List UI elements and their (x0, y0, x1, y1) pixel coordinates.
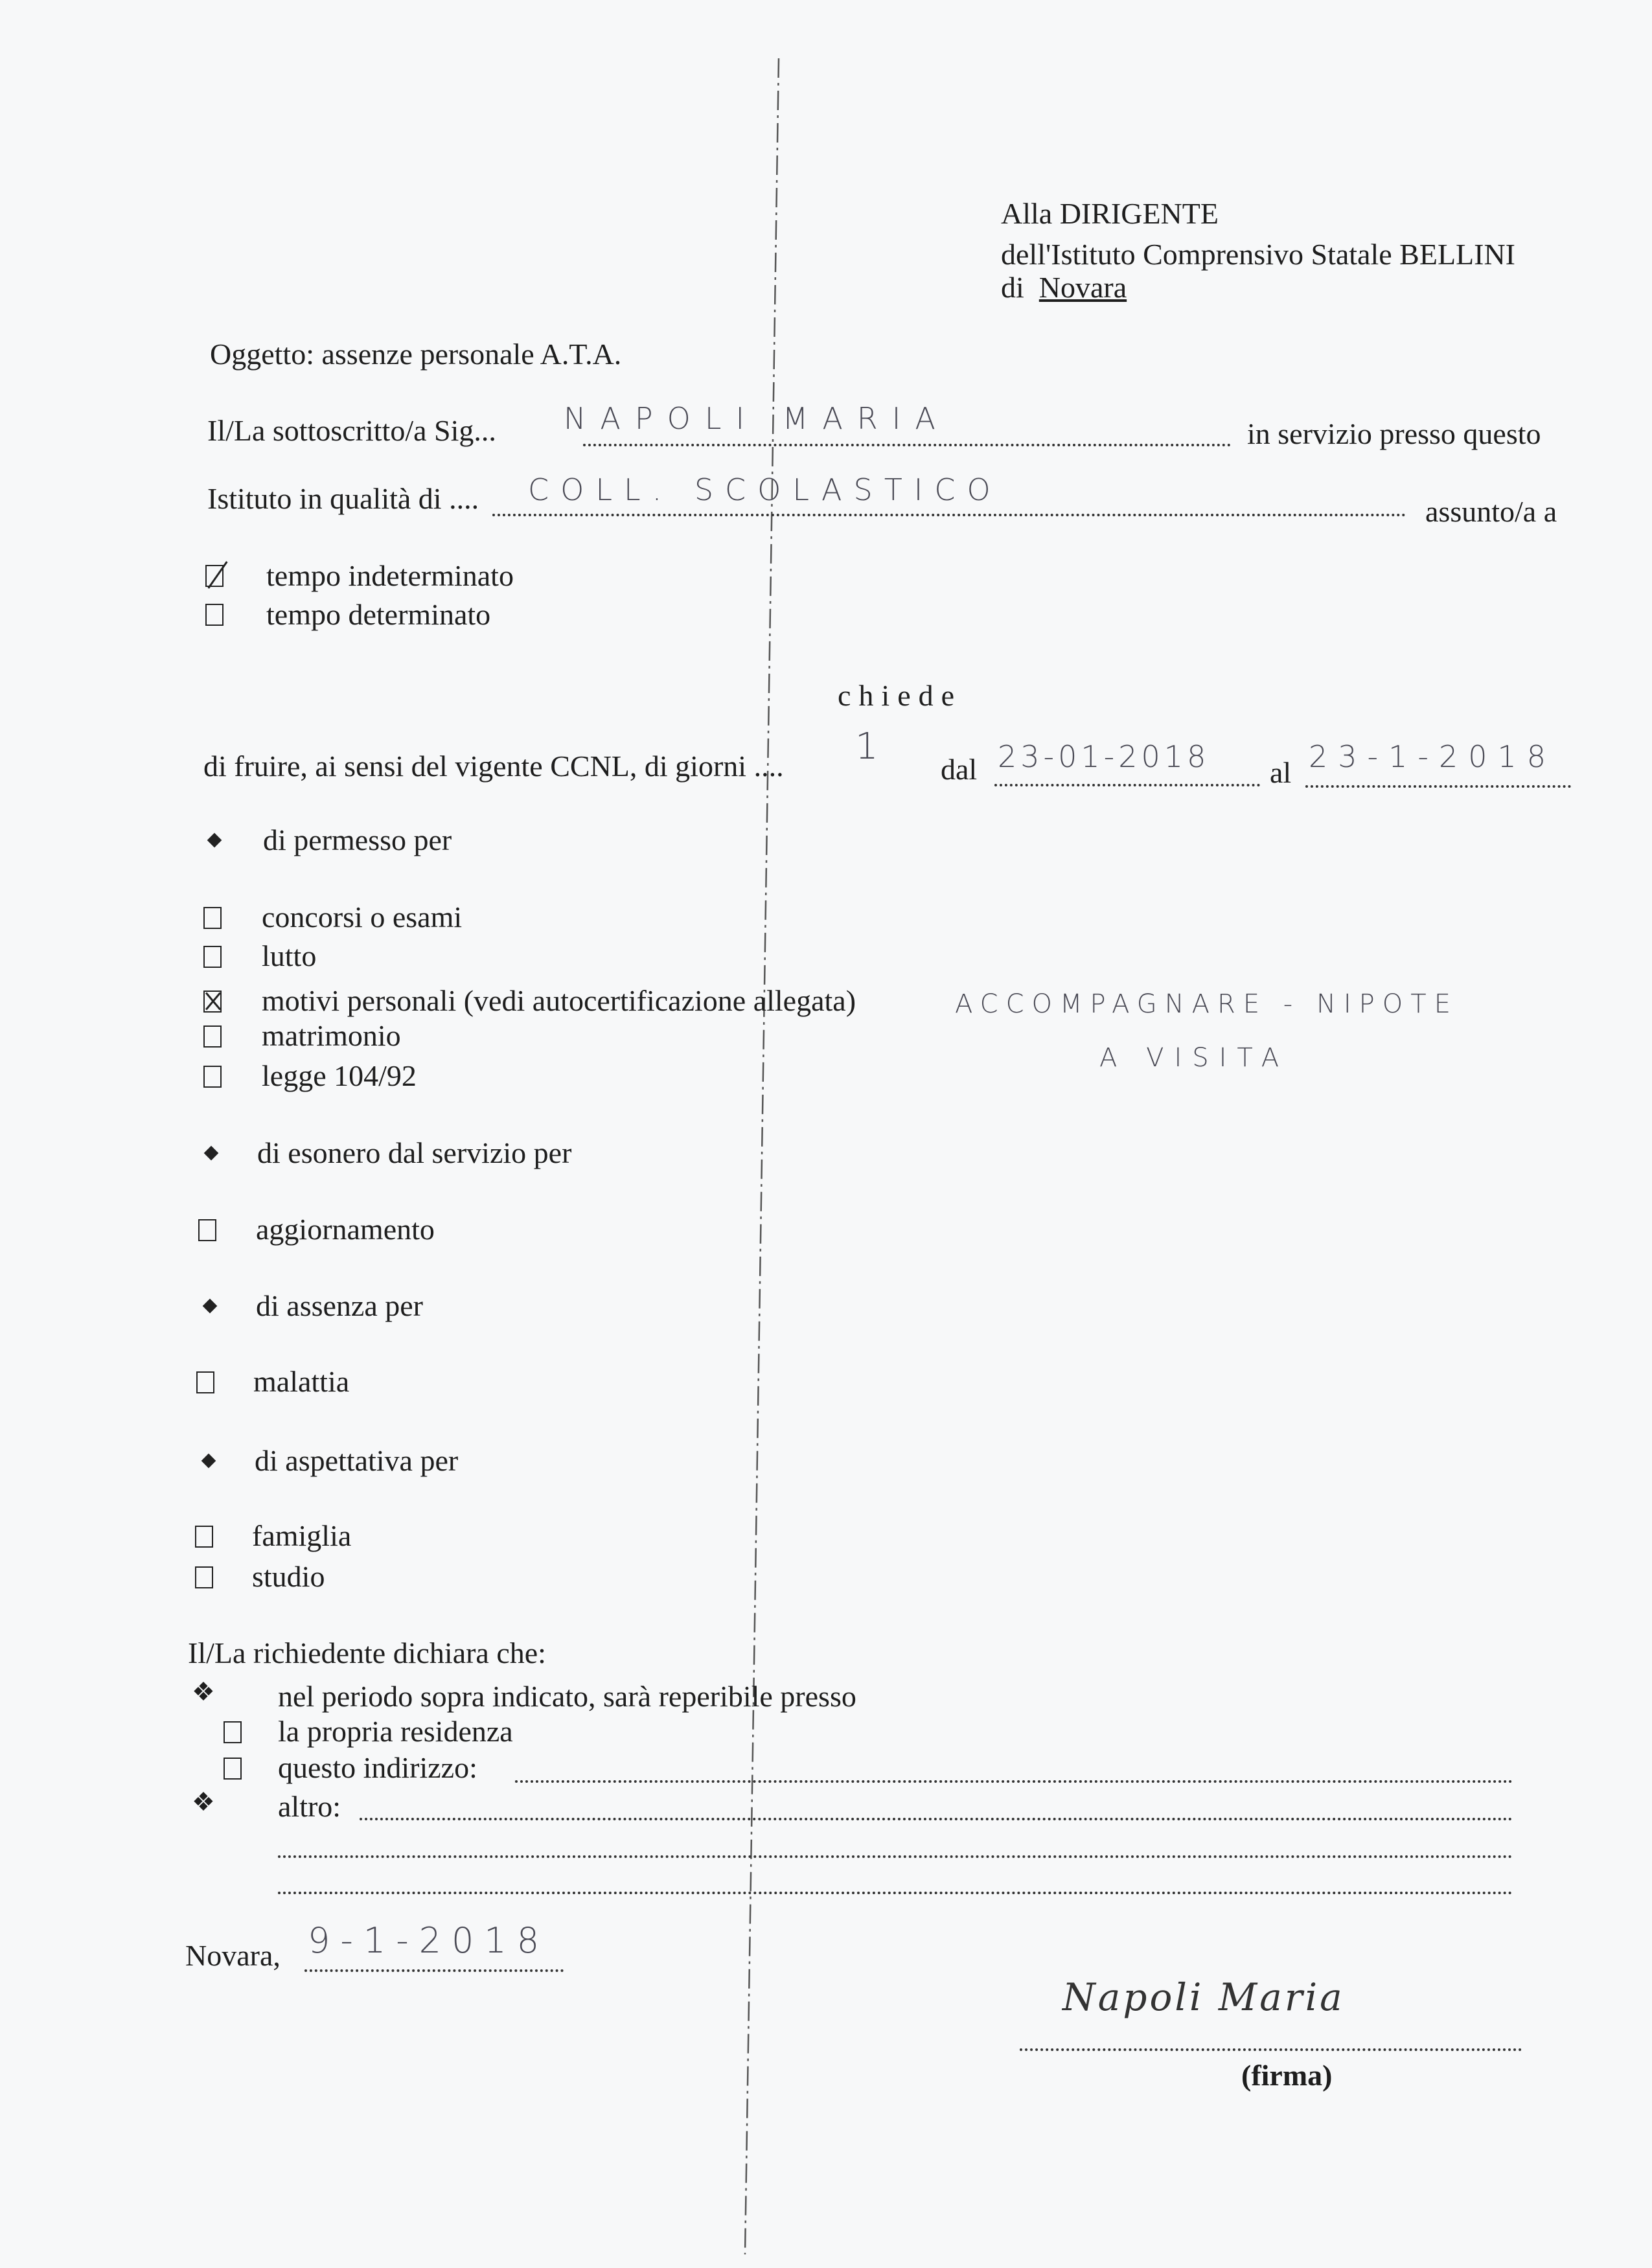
heading-permesso: di permesso per (263, 823, 452, 856)
checkbox-indirizzo[interactable] (224, 1758, 242, 1780)
from-label: dal (941, 753, 978, 786)
checkbox-studio[interactable] (195, 1566, 213, 1588)
checkbox-matrimonio[interactable] (203, 1025, 222, 1048)
checkbox-aggiornamento[interactable] (198, 1219, 216, 1241)
request-from[interactable]: 23-01-2018 (998, 739, 1210, 774)
other-field-line2[interactable] (278, 1855, 1513, 1858)
label-motivi-personali: motivi personali (vedi autocertificazione allegata) (262, 984, 856, 1017)
name-dotline (583, 444, 1231, 446)
label-legge-104: legge 104/92 (262, 1059, 417, 1092)
recipient-line3 (1001, 269, 1127, 306)
other-field[interactable] (360, 1818, 1513, 1820)
role-dotline (492, 514, 1406, 516)
heading-esonero: di esonero dal servizio per (257, 1136, 572, 1169)
label-indirizzo: questo indirizzo: (278, 1751, 477, 1784)
checkbox-tempo-determinato[interactable] (205, 604, 224, 626)
from-dotline (994, 784, 1260, 786)
chiede-heading: chiede (838, 679, 963, 712)
subject: Oggetto: assenze personale A.T.A. (210, 338, 622, 371)
label-reperibile: nel periodo sopra indicato, sarà reperibile presso (278, 1680, 856, 1713)
checkbox-residenza[interactable] (224, 1721, 242, 1743)
label-concorsi: concorsi o esami (262, 900, 463, 934)
checkbox-tempo-indeterminato[interactable] (205, 565, 224, 587)
reason-line1[interactable]: ACCOMPAGNARE - NIPOTE (955, 989, 1458, 1019)
label-aggiornamento: aggiornamento (256, 1213, 435, 1246)
heading-aspettativa: di aspettativa per (255, 1444, 459, 1477)
role-prefix: Istituto in qualità di .... (207, 482, 479, 515)
declaration-title: Il/La richiedente dichiara che: (188, 1636, 546, 1669)
recipient-prefix: di (1001, 271, 1024, 304)
request-to[interactable]: 23-1-2018 (1309, 739, 1557, 774)
recipient-line2: dell'Istituto Comprensivo Statale BELLINI (1001, 238, 1515, 271)
checkbox-legge-104[interactable] (203, 1066, 222, 1088)
footer-date[interactable]: 9-1-2018 (308, 1920, 550, 1961)
checkbox-concorsi[interactable] (203, 907, 222, 929)
to-label: al (1270, 756, 1292, 789)
place-label: Novara, (185, 1939, 281, 1972)
address-field[interactable] (515, 1780, 1513, 1783)
recipient-city: Novara (1038, 271, 1127, 304)
label-studio: studio (252, 1560, 325, 1593)
other-field-line3[interactable] (278, 1892, 1513, 1894)
request-days[interactable]: 1 (855, 726, 888, 768)
label-lutto: lutto (262, 939, 317, 972)
checkbox-famiglia[interactable] (195, 1526, 213, 1548)
request-prefix: di fruire, ai sensi del vigente CCNL, di giorni .... (203, 750, 784, 783)
role-suffix: assunto/a a (1425, 495, 1557, 528)
label-altro: altro: (278, 1790, 341, 1823)
applicant-role[interactable]: COLL. SCOLASTICO (528, 472, 1002, 507)
fancy-diamond-icon: ❖ (192, 1677, 215, 1706)
label-matrimonio: matrimonio (262, 1019, 401, 1052)
checkbox-lutto[interactable] (203, 946, 222, 968)
label-famiglia: famiglia (252, 1519, 352, 1552)
date-dotline (304, 1969, 564, 1972)
signature: Napoli Maria (1062, 1975, 1345, 2019)
recipient-line1: Alla DIRIGENTE (1001, 197, 1219, 230)
signature-label: (firma) (1241, 2059, 1333, 2092)
fancy-diamond-icon: ❖ (192, 1787, 215, 1816)
reason-line2[interactable]: A VISITA (1099, 1043, 1290, 1073)
label-residenza: la propria residenza (278, 1715, 513, 1748)
signature-dotline (1020, 2048, 1522, 2051)
to-dotline (1305, 785, 1571, 788)
applicant-name[interactable]: NAPOLI MARIA (564, 401, 950, 436)
label-malattia: malattia (253, 1365, 350, 1398)
applicant-prefix: Il/La sottoscritto/a Sig... (207, 414, 496, 447)
heading-assenza: di assenza per (256, 1289, 423, 1322)
checkbox-motivi-personali[interactable] (203, 991, 222, 1013)
applicant-suffix: in servizio presso questo (1247, 417, 1541, 450)
label-tempo-determinato: tempo determinato (266, 598, 491, 631)
checkbox-malattia[interactable] (196, 1371, 214, 1393)
label-tempo-indeterminato: tempo indeterminato (266, 559, 514, 592)
